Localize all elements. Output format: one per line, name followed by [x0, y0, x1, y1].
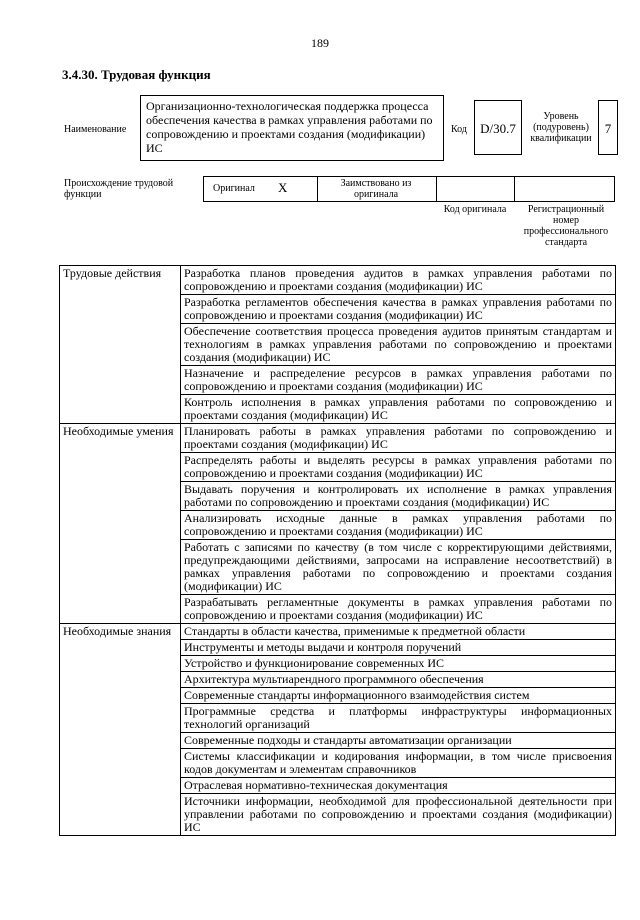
table-cell: Источники информации, необходимой для профессиональной деятельности при управлении работами по сопровождению и проектами создания (модификации) ИС — [181, 794, 616, 836]
origin-label: Происхождение трудовой функции — [64, 178, 174, 200]
original-label: Оригинал — [213, 183, 255, 194]
section-title-skills: Необходимые умения — [60, 424, 181, 624]
table-cell: Разрабатывать регламентные документы в рамках управления работами по сопровождению и проектами создания (модификации) ИС — [181, 595, 616, 624]
table-cell: Контроль исполнения в рамках управления работами по сопровождению и проектами создания (модификации) ИС — [181, 395, 616, 424]
code-box — [474, 100, 522, 155]
section-title-knowledge: Необходимые знания — [60, 624, 181, 836]
table-cell: Анализировать исходные данные в рамках управления работами по сопровождению и проектами создания (модификации) ИС — [181, 511, 616, 540]
function-name-box — [140, 95, 444, 161]
level-value: 7 — [604, 121, 612, 136]
code-label: Код — [451, 124, 467, 135]
origin-divider — [317, 176, 318, 202]
table-cell: Современные стандарты информационного взаимодействия систем — [181, 688, 616, 704]
code-value: D/30.7 — [480, 121, 516, 136]
table-cell: Разработка планов проведения аудитов в рамках управления работами по сопровождению и проектами создания (модификации) ИС — [181, 266, 616, 295]
borrowed-label: Заимствовано из оригинала — [340, 178, 412, 200]
level-box — [598, 100, 618, 155]
table-cell: Распределять работы и выделять ресурсы в рамках управления работами по сопровождению и проектами создания (модификации) ИС — [181, 453, 616, 482]
code-original-caption: Код оригинала — [443, 204, 507, 215]
table-cell: Обеспечение соответствия процесса проведения аудитов принятым стандартам и технологиям в рамках управления работами по сопровождению и проектами создания (модификации) ИС — [181, 324, 616, 366]
table-cell: Разработка регламентов обеспечения качества в рамках управления работами по сопровождению и проектами создания (модификации) ИС — [181, 295, 616, 324]
table-cell: Системы классификации и кодирования информации, в том числе присвоения кодов документам и элементам справочников — [181, 749, 616, 778]
origin-divider — [436, 176, 437, 202]
function-table — [59, 265, 616, 836]
table-row — [60, 424, 616, 453]
table-row — [60, 624, 616, 640]
section-title: 3.4.30. Трудовая функция — [62, 67, 211, 82]
table-cell: Работать с записями по качеству (в том числе с корректирующими действиями, предупреждающими действиями, запросами на исправление несоответствий) в рамках управления работами по сопровождению и проектами создания (модификации) ИС — [181, 540, 616, 595]
name-label: Наименование — [64, 124, 127, 135]
original-mark: X — [278, 180, 288, 195]
table-cell: Современные подходы и стандарты автоматизации организации — [181, 733, 616, 749]
table-cell: Инструменты и методы выдачи и контроля поручений — [181, 640, 616, 656]
table-cell: Стандарты в области качества, применимые к предметной области — [181, 624, 616, 640]
level-label: Уровень (подуровень) квалификации — [530, 111, 592, 144]
table-cell: Отраслевая нормативно-техническая документация — [181, 778, 616, 794]
table-cell: Программные средства и платформы инфраструктуры информационных технологий организаций — [181, 704, 616, 733]
function-name-value: Организационно-технологическая поддержка процесса обеспечения качества в рамках управления работами по сопровождению и проектами создания (модификации) ИС — [146, 99, 433, 155]
table-cell: Устройство и функционирование современных ИС — [181, 656, 616, 672]
table-cell: Архитектура мультиарендного программного обеспечения — [181, 672, 616, 688]
origin-divider — [514, 176, 515, 202]
table-cell: Планировать работы в рамках управления работами по сопровождению и проектами создания (модификации) ИС — [181, 424, 616, 453]
reg-number-caption: Регистрационный номер профессионального стандарта — [523, 204, 609, 248]
table-row — [60, 266, 616, 295]
section-title-labor-actions: Трудовые действия — [60, 266, 181, 424]
table-cell: Назначение и распределение ресурсов в рамках управления работами по сопровождению и проектами создания (модификации) ИС — [181, 366, 616, 395]
table-cell: Выдавать поручения и контролировать их исполнение в рамках управления работами по сопровождению и проектами создания (модификации) ИС — [181, 482, 616, 511]
page-number: 189 — [311, 36, 329, 50]
